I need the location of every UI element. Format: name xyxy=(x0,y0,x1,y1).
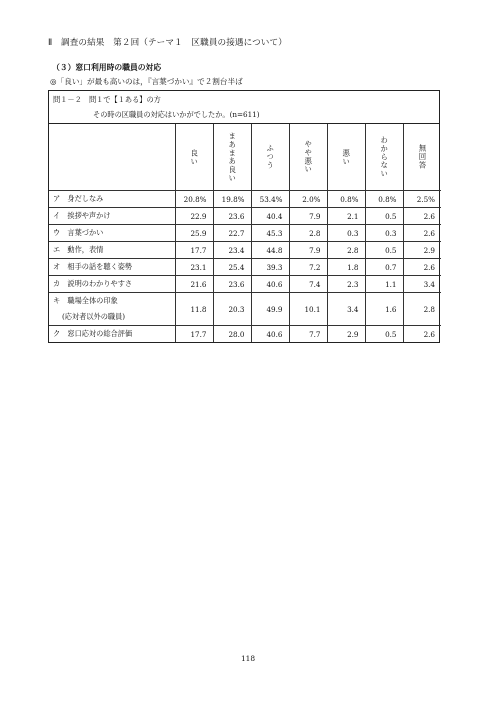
table-cell: 23.1 xyxy=(175,259,213,276)
table-cell: 22.7 xyxy=(213,225,251,242)
summary-note: ◎「良い」が最も高いのは，『言葉づかい』で２割台半ば xyxy=(50,77,243,86)
table-cell: 19.8% xyxy=(213,191,251,208)
table-cell: 22.9 xyxy=(175,208,213,225)
table-cell: 39.3 xyxy=(251,259,289,276)
table-cell: 40.4 xyxy=(251,208,289,225)
table-cell: 23.4 xyxy=(213,242,251,259)
table-cell: 17.7 xyxy=(175,326,213,343)
table-cell: 3.4 xyxy=(327,293,365,326)
col-header: 無回答 xyxy=(403,124,441,191)
table-cell: 0.8% xyxy=(327,191,365,208)
table-cell: 2.8 xyxy=(327,242,365,259)
table-cell: 23.6 xyxy=(213,276,251,293)
table-row xyxy=(49,276,441,293)
table-cell: 2.8 xyxy=(403,293,441,326)
table-cell: 17.7 xyxy=(175,242,213,259)
table-cell: 45.3 xyxy=(251,225,289,242)
table-cell: 53.4% xyxy=(251,191,289,208)
row-label: ウ 言葉づかい xyxy=(49,225,175,242)
table-cell: 0.8% xyxy=(365,191,403,208)
col-header: まあまあ良い xyxy=(213,124,251,191)
table-cell: 0.3 xyxy=(365,225,403,242)
table-cell: 2.6 xyxy=(403,208,441,225)
table-cell: 2.9 xyxy=(403,242,441,259)
table-row xyxy=(49,225,441,242)
table-row xyxy=(49,191,441,208)
result-table-box xyxy=(48,90,440,343)
table-cell: 2.0% xyxy=(289,191,327,208)
page-number: 118 xyxy=(240,654,256,663)
row-label: オ 相手の話を聴く姿勢 xyxy=(49,259,175,276)
table-row xyxy=(49,326,441,343)
table-cell: 11.8 xyxy=(175,293,213,326)
question-line-1: 問１－２ 問１で【１ある】の方 xyxy=(53,95,161,104)
table-cell: 10.1 xyxy=(289,293,327,326)
table-cell: 2.8 xyxy=(289,225,327,242)
row-label-line-2: (応対者以外の職員) xyxy=(62,312,126,321)
table-cell: 21.6 xyxy=(175,276,213,293)
col-header: 悪い xyxy=(327,124,365,191)
table-cell: 2.6 xyxy=(403,225,441,242)
table-cell: 7.7 xyxy=(289,326,327,343)
col-header: わからない xyxy=(365,124,403,191)
table-cell: 7.2 xyxy=(289,259,327,276)
table-cell: 1.1 xyxy=(365,276,403,293)
table-row xyxy=(49,208,441,225)
table-cell: 2.9 xyxy=(327,326,365,343)
table-cell: 1.8 xyxy=(327,259,365,276)
col-header: ふつう xyxy=(251,124,289,191)
table-cell: 2.6 xyxy=(403,259,441,276)
row-label: エ 動作，表情 xyxy=(49,242,175,259)
header-row xyxy=(49,124,441,191)
table-row xyxy=(49,242,441,259)
table-cell: 25.9 xyxy=(175,225,213,242)
header-blank-cell xyxy=(49,124,175,191)
chapter-heading: Ⅱ 調査の結果 第２回（テーマ１ 区職員の接遇について） xyxy=(48,38,287,48)
section-title: （３）窓口利用時の職員の対応 xyxy=(52,63,162,72)
row-label: ク 窓口応対の総合評価 xyxy=(49,326,175,343)
row-label-line-1: キ 職場全体の印象 xyxy=(53,296,118,305)
table-cell: 40.6 xyxy=(251,326,289,343)
table-cell: 2.6 xyxy=(403,326,441,343)
table-cell: 0.3 xyxy=(327,225,365,242)
table-cell: 7.9 xyxy=(289,208,327,225)
table-cell: 40.6 xyxy=(251,276,289,293)
table-cell: 7.4 xyxy=(289,276,327,293)
table-row xyxy=(49,293,441,326)
col-header: やや悪い xyxy=(289,124,327,191)
table-cell: 1.6 xyxy=(365,293,403,326)
table-cell: 2.3 xyxy=(327,276,365,293)
result-table xyxy=(49,124,441,342)
row-label: イ 挨拶や声かけ xyxy=(49,208,175,225)
table-cell: 0.7 xyxy=(365,259,403,276)
table-cell: 28.0 xyxy=(213,326,251,343)
table-cell: 25.4 xyxy=(213,259,251,276)
table-cell: 20.8% xyxy=(175,191,213,208)
table-cell: 20.3 xyxy=(213,293,251,326)
table-cell: 3.4 xyxy=(403,276,441,293)
row-label: ア 身だしなみ xyxy=(49,191,175,208)
table-cell: 2.5% xyxy=(403,191,441,208)
table-cell: 2.1 xyxy=(327,208,365,225)
table-cell: 44.8 xyxy=(251,242,289,259)
table-row xyxy=(49,259,441,276)
table-cell: 7.9 xyxy=(289,242,327,259)
table-cell: 0.5 xyxy=(365,208,403,225)
row-label xyxy=(49,293,175,326)
table-cell: 0.5 xyxy=(365,326,403,343)
table-cell: 23.6 xyxy=(213,208,251,225)
question-box xyxy=(49,91,439,124)
table-cell: 49.9 xyxy=(251,293,289,326)
col-header: 良い xyxy=(175,124,213,191)
table-cell: 0.5 xyxy=(365,242,403,259)
row-label: カ 説明のわかりやすさ xyxy=(49,276,175,293)
question-line-2: その時の区職員の対応はいかがでしたか。(n=611) xyxy=(93,110,260,119)
